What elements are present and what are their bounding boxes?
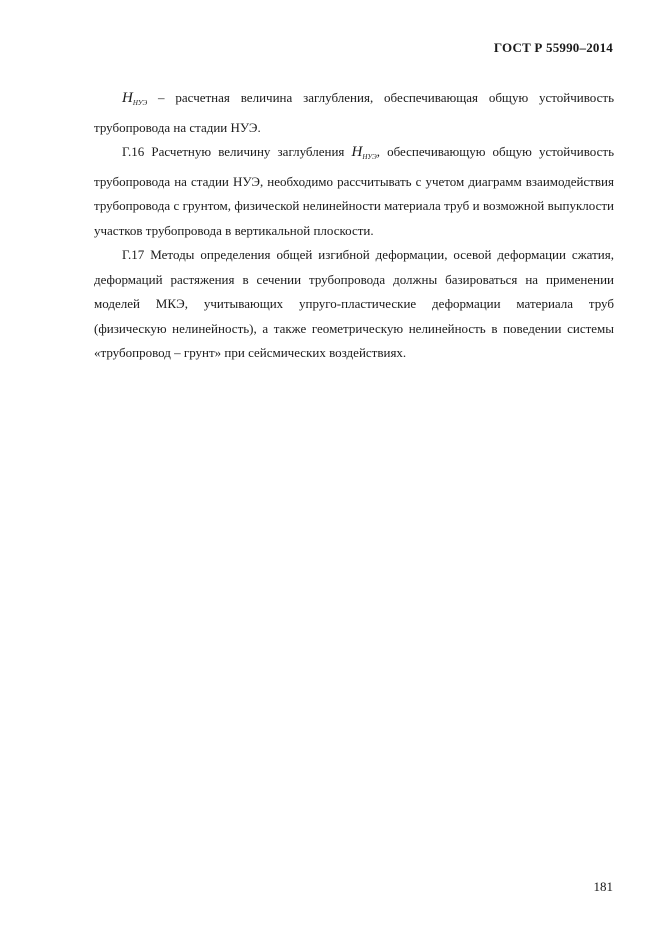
paragraph-symbol-definition [94,86,614,140]
paragraph-text: Г.17 Методы определения общей изгибной деформации, осевой деформации сжатия, деформаций растяжения в сечении трубопровода должны базироваться на применении моделей МКЭ, учитывающих упруго-пластические деформации материала труб (физическую нелинейность), а также геометрическую нелинейность в поведении системы «трубопровод – грунт» при сейсмических воздействиях. [94,247,614,360]
symbol-subscript: НУЭ [132,99,148,107]
paragraph-g16 [94,140,614,243]
symbol-h-nue [122,90,147,106]
paragraph-g17 [94,243,614,366]
paragraph-text: , обеспечивающую общую устойчивость трубопровода на стадии НУЭ, необходимо рассчитывать с учетом диаграмм взаимодействия трубопровода с грунтом, физической нелинейности материала труб и возможной выпуклости участков трубопровода в вертикальной плоскости. [94,144,614,238]
paragraph-lead: Г.16 Расчетную величину заглубления [122,144,352,159]
paragraph-text: – расчетная величина заглубления, обеспечивающая общую устойчивость трубопровода на стадии НУЭ. [94,90,614,135]
symbol-h-nue [352,144,377,160]
symbol-letter: H [351,144,363,160]
document-body [94,86,614,366]
symbol-letter: H [122,90,133,106]
document-code: ГОСТ Р 55990–2014 [493,40,613,55]
symbol-subscript: НУЭ [362,153,377,161]
page-number: 181 [593,879,613,894]
